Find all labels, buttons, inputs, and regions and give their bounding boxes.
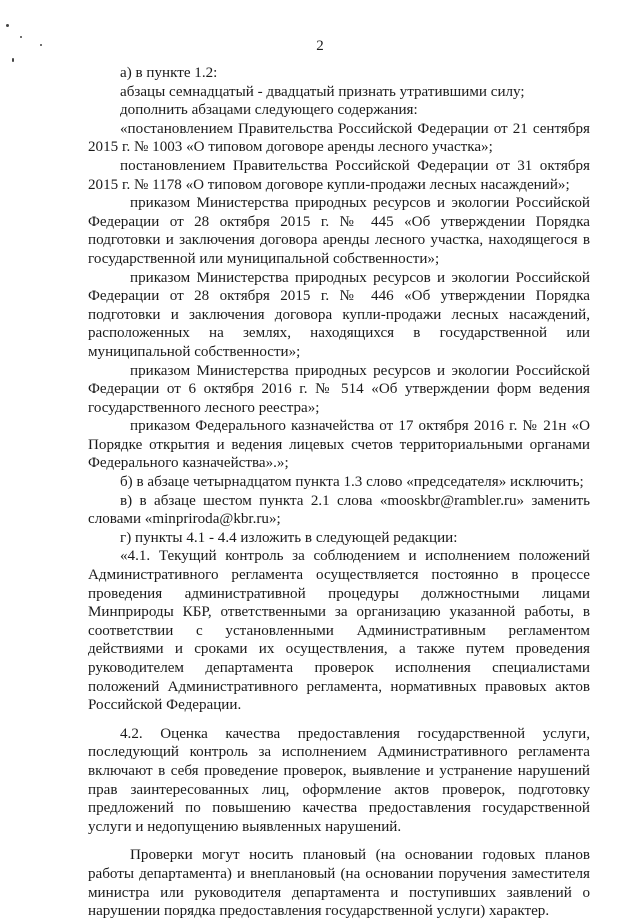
paragraph-order-445: приказом Министерства природных ресурсов и экологии Российской Федерации от 28 октября 2015 г. № 445 «Об утверждении Порядка подготовки и заключения договора аренды лесного участка, находящегося в государственной или муниципальной собственности»; — [88, 195, 590, 267]
paragraph-order-514: приказом Министерства природных ресурсов и экологии Российской Федерации от 6 октября 2016 г. № 514 «Об утверждении форм ведения государственного лесного реестра»; — [88, 362, 590, 416]
paragraph-b: б) в абзаце четырнадцатом пункта 1.3 слово «председателя» исключить; — [120, 474, 584, 491]
page-number: 2 — [316, 38, 324, 54]
paragraph-invalidate: абзацы семнадцатый - двадцатый признать утратившими силу; — [120, 83, 525, 100]
paragraph-decree-1003: «постановлением Правительства Российской Федерации от 21 сентября 2015 г. № 1003 «О типовом договоре аренды лесного участка»; — [88, 120, 590, 156]
paragraph-v: в) в абзаце шестом пункта 2.1 слова «mooskbr@rambler.ru» заменить словами «minpriroda@kbr.ru»; — [88, 492, 590, 528]
paragraph-inspections: Проверки могут носить плановый (на основании годовых планов работы департамента) и внеплановый (на основании поручения заместителя министра или руководителя департамента и поступивших заявлений о нарушении порядка предоставления государственной услуги) характер. — [88, 847, 590, 920]
paragraph-4-1: «4.1. Текущий контроль за соблюдением и исполнением положений Административного регламента осуществляется постоянно в процессе проведения административной процедуры должностными лицами Минприроды КБР, ответственными за организацию указанной работы, в соответствии с установленными Административным регламентом действиями и сроками их осуществления, а также путем проведения руководителем департамента проверок исполнения специалистами положений Административного регламента, нормативных правовых актов Российской Федерации. — [88, 548, 590, 714]
paragraph-order-21n: приказом Федерального казначейства от 17 октября 2016 г. № 21н «О Порядке открытия и ведения лицевых счетов территориальными органами Федерального казначейства».»; — [88, 418, 590, 472]
paragraph-a: а) в пункте 1.2: — [120, 65, 218, 81]
paragraph-g: г) пункты 4.1 - 4.4 изложить в следующей редакции: — [120, 529, 458, 546]
scan-speck — [6, 24, 9, 27]
paragraph-decree-1178: постановлением Правительства Российской Федерации от 31 октября 2015 г. № 1178 «О типовом договоре купли-продажи лесных насаждений»; — [88, 157, 590, 193]
paragraph-order-446: приказом Министерства природных ресурсов и экологии Российской Федерации от 28 октября 2015 г. № 446 «Об утверждении Порядка подготовки и заключения договора купли-продажи лесных насаждений, расположенных на землях, находящихся в государственной или муниципальной собственности»; — [88, 269, 590, 360]
paragraph-supplement: дополнить абзацами следующего содержания: — [120, 102, 418, 119]
paragraph-4-2: 4.2. Оценка качества предоставления государственной услуги, последующий контроль за исполнением Административного регламента включают в себя проведение проверок, выявление и устранение нарушений прав заинтересованных лиц, оформление актов проверок, подготовку предложений по повышению качества предоставления государственной услуги и недопущению выявленных нарушений. — [88, 725, 590, 835]
document-body — [88, 64, 590, 921]
scan-speck — [12, 58, 14, 62]
